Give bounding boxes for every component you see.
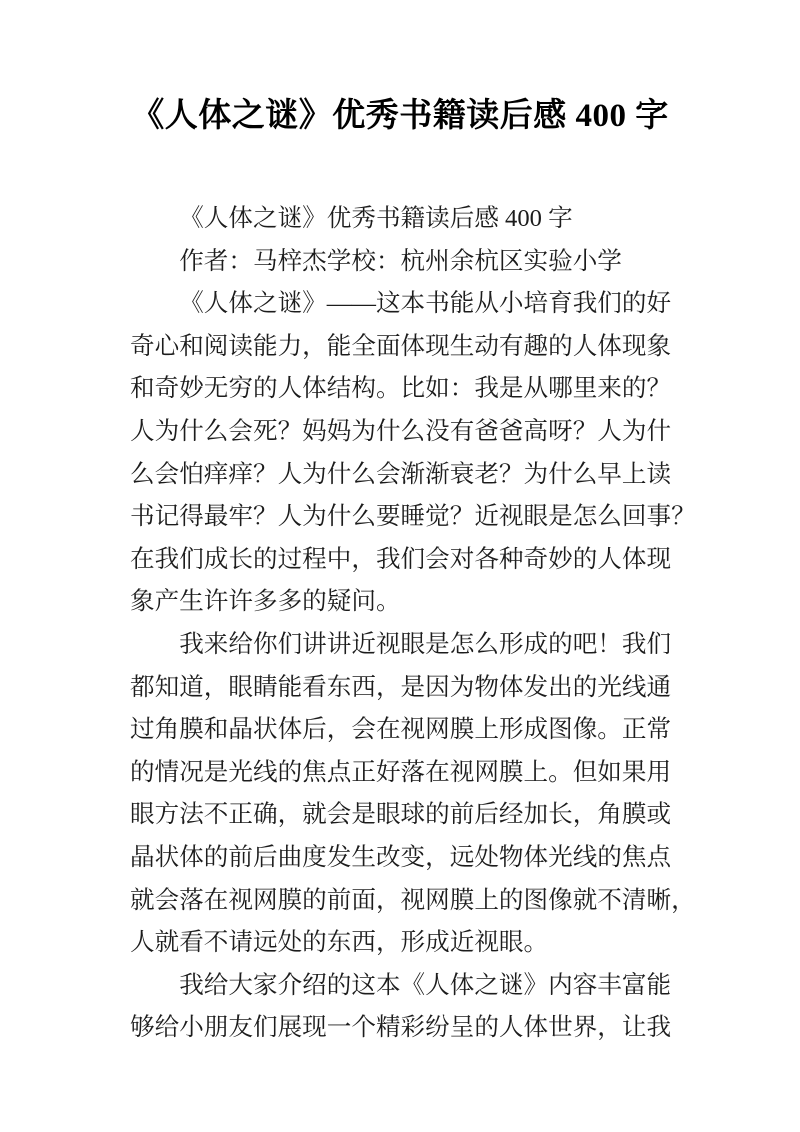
text-line: 晶状体的前后曲度发生改变，远处物体光线的焦点 [130,843,672,871]
text-line: 和奇妙无穷的人体结构。比如：我是从哪里来的？ [130,375,672,403]
document-title: 《人体之谜》优秀书籍读后感 400 字 [131,98,669,134]
text-line: 象产生许许多多的疑问。 [130,588,401,616]
text-line: 的情况是光线的焦点正好落在视网膜上。但如果用 [130,758,672,786]
text-line: 么会怕痒痒？人为什么会渐渐衰老？为什么早上读 [130,460,672,488]
text-line: 人就看不请远处的东西，形成近视眼。 [130,929,549,957]
text-line: 都知道，眼睛能看东西，是因为物体发出的光线通 [130,673,672,701]
text-line: 奇心和阅读能力，能全面体现生动有趣的人体现象 [130,332,672,360]
text-line: 作者：马梓杰学校：杭州余杭区实验小学 [179,247,622,275]
text-line: 够给小朋友们展现一个精彩纷呈的人体世界，让我 [130,1014,672,1042]
text-line: 我来给你们讲讲近视眼是怎么形成的吧！我们 [179,630,672,658]
text-line: 就会落在视网膜的前面，视网膜上的图像就不清晰， [130,886,696,914]
text-line: 《人体之谜》优秀书籍读后感 400 字 [179,205,573,232]
text-line: 《人体之谜》——这本书能从小培育我们的好 [179,290,672,318]
text-line: 我给大家介绍的这本《人体之谜》内容丰富能 [179,971,672,999]
text-line: 眼方法不正确，就会是眼球的前后经加长，角膜或 [130,801,672,829]
text-line: 过角膜和晶状体后，会在视网膜上形成图像。正常 [130,716,672,744]
document-body [130,198,750,1050]
text-line: 在我们成长的过程中，我们会对各种奇妙的人体现 [130,545,672,573]
text-line: 人为什么会死？妈妈为什么没有爸爸高呀？人为什 [130,417,672,445]
text-line: 书记得最牢？人为什么要睡觉？近视眼是怎么回事？ [130,503,696,531]
